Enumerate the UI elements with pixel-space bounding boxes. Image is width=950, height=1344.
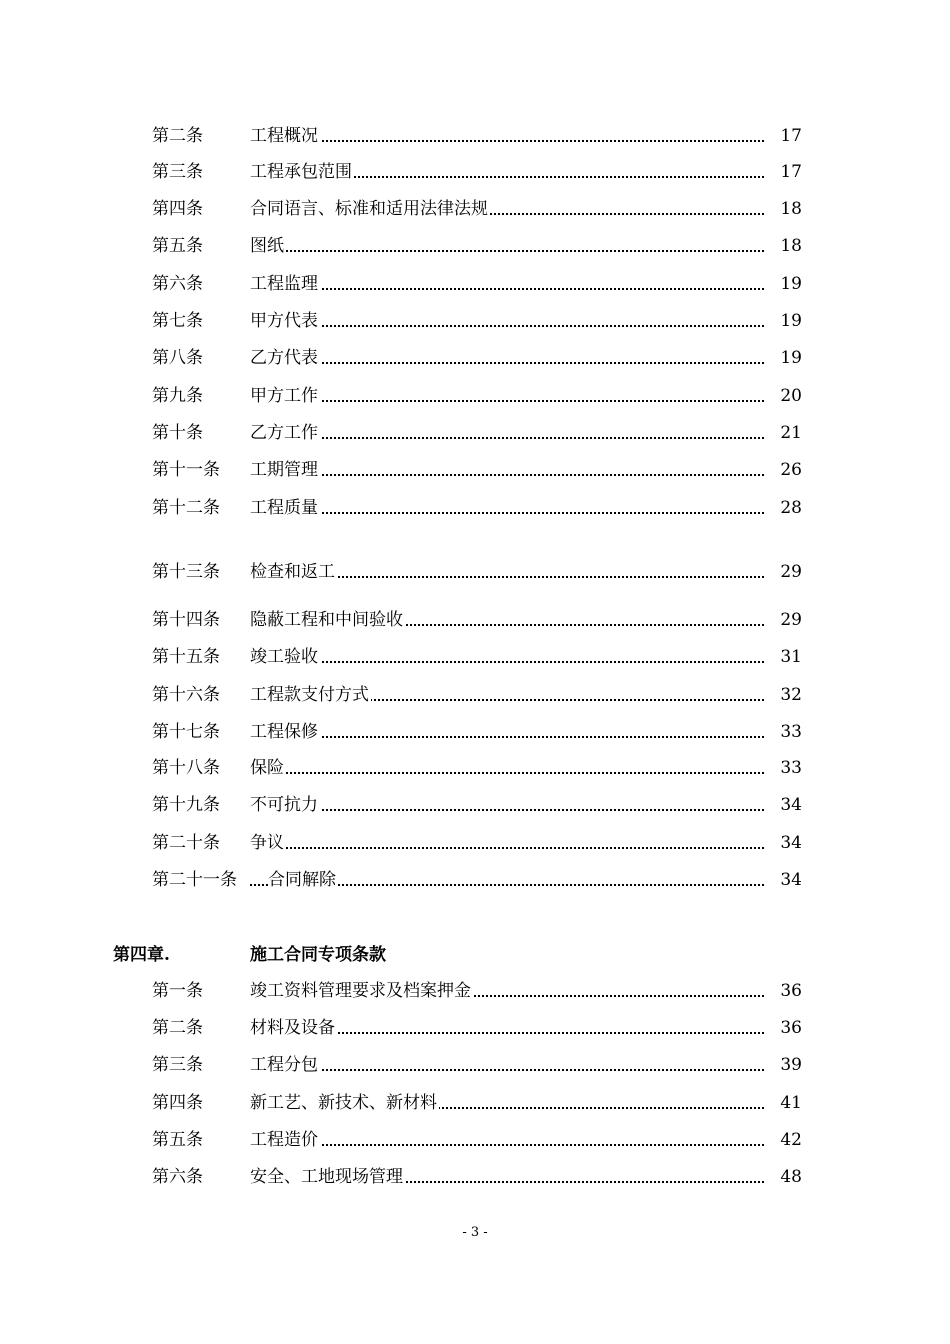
toc-entry [152, 717, 804, 747]
toc-entry-page: 42 [780, 1130, 802, 1150]
toc-entry-number: 第十五条 [152, 647, 220, 667]
toc-dot-leader [250, 325, 764, 327]
toc-dot-leader [250, 736, 764, 738]
toc-entry-number: 第二十一条 [152, 870, 237, 890]
toc-entry-title: 新工艺、新技术、新材料 [250, 1088, 439, 1118]
chapter-title: 施工合同专项条款 [250, 945, 386, 965]
toc-entry-title: 工程监理 [250, 269, 320, 299]
toc-entry-page: 21 [780, 423, 802, 443]
toc-entry-number: 第四条 [152, 199, 203, 219]
toc-entry [152, 1013, 804, 1043]
toc-entry-title: 工程概况 [250, 121, 320, 151]
toc-entry [152, 455, 804, 485]
toc-entry-title: 工期管理 [250, 455, 320, 485]
toc-entry-page: 48 [780, 1167, 802, 1187]
toc-entry-title: 甲方代表 [250, 306, 320, 336]
toc-entry-page: 36 [780, 981, 802, 1001]
toc-entry [152, 1162, 804, 1192]
toc-dot-leader [250, 400, 764, 402]
page-number-footer: - 3 - [462, 1225, 488, 1240]
toc-entry-page: 28 [780, 498, 802, 518]
toc-entry-page: 29 [780, 562, 802, 582]
toc-entry-page: 33 [780, 758, 802, 778]
toc-entry-number: 第六条 [152, 1167, 203, 1187]
toc-entry [152, 865, 804, 895]
toc-dot-leader [250, 1144, 764, 1146]
toc-entry-page: 19 [780, 274, 802, 294]
toc-entry-page: 31 [780, 647, 802, 667]
toc-entry-page: 26 [780, 460, 802, 480]
toc-dot-leader [250, 437, 764, 439]
toc-entry-title: 乙方代表 [250, 343, 320, 373]
toc-entry-number: 第二条 [152, 126, 203, 146]
toc-dot-leader [250, 250, 764, 252]
toc-dot-leader [250, 661, 764, 663]
toc-entry-title: 乙方工作 [250, 418, 320, 448]
toc-dot-leader [250, 512, 764, 514]
toc-entry-title: 图纸 [250, 231, 286, 261]
toc-entry-number: 第二十条 [152, 833, 220, 853]
toc-entry [152, 642, 804, 672]
toc-entry-title: 工程保修 [250, 717, 320, 747]
toc-entry-number: 第十条 [152, 423, 203, 443]
toc-dot-leader [250, 140, 764, 142]
toc-entry-page: 34 [780, 795, 802, 815]
toc-entry-page: 41 [780, 1093, 802, 1113]
toc-entry-page: 33 [780, 722, 802, 742]
toc-entry [152, 828, 804, 858]
toc-entry-title: 安全、工地现场管理 [250, 1162, 405, 1192]
toc-entry [152, 269, 804, 299]
toc-entry-page: 34 [780, 870, 802, 890]
toc-entry-page: 17 [780, 162, 802, 182]
toc-entry-number: 第十二条 [152, 498, 220, 518]
toc-entry-title: 材料及设备 [250, 1013, 337, 1043]
toc-entry-title: 合同语言、标准和适用法律法规 [250, 194, 490, 224]
toc-entry-number: 第十一条 [152, 460, 220, 480]
toc-entry-page: 29 [780, 610, 802, 630]
toc-entry-page: 39 [780, 1055, 802, 1075]
toc-entry-number: 第七条 [152, 311, 203, 331]
toc-entry [152, 194, 804, 224]
chapter-number: 第四章. [113, 945, 170, 965]
toc-entry-title: 甲方工作 [250, 381, 320, 411]
toc-entry-page: 18 [780, 199, 802, 219]
toc-entry-title: 工程造价 [250, 1125, 320, 1155]
toc-dot-leader [250, 772, 764, 774]
toc-entry [152, 1050, 804, 1080]
toc-entry-number: 第一条 [152, 981, 203, 1001]
toc-dot-leader [250, 288, 764, 290]
toc-entry-number: 第十七条 [152, 722, 220, 742]
toc-entry-page: 36 [780, 1018, 802, 1038]
toc-entry-number: 第十八条 [152, 758, 220, 778]
toc-entry-page: 19 [780, 311, 802, 331]
toc-dot-leader [250, 847, 764, 849]
toc-entry-page: 20 [780, 386, 802, 406]
toc-entry-number: 第四条 [152, 1093, 203, 1113]
toc-entry-title: 工程承包范围 [250, 157, 354, 187]
toc-entry-page: 32 [780, 685, 802, 705]
toc-entry [152, 976, 804, 1006]
toc-entry-number: 第二条 [152, 1018, 203, 1038]
toc-entry-title: 工程分包 [250, 1050, 320, 1080]
toc-entry [152, 121, 804, 151]
toc-entry [152, 381, 804, 411]
toc-entry-page: 17 [780, 126, 802, 146]
toc-entry-number: 第五条 [152, 1130, 203, 1150]
toc-dot-leader [250, 1069, 764, 1071]
toc-entry-title: 争议 [250, 828, 286, 858]
toc-entry-number: 第九条 [152, 386, 203, 406]
toc-entry-number: 第十四条 [152, 610, 220, 630]
toc-entry-number: 第三条 [152, 162, 203, 182]
toc-entry-title: 工程款支付方式 [250, 680, 371, 710]
toc-entry-title: 不可抗力 [250, 790, 320, 820]
toc-entry-title: 保险 [250, 753, 286, 783]
toc-entry-title: 竣工验收 [250, 642, 320, 672]
toc-entry [152, 231, 804, 261]
toc-entry [152, 1125, 804, 1155]
toc-entry [152, 753, 804, 783]
toc-entry [152, 790, 804, 820]
toc-entry [152, 343, 804, 373]
toc-entry-number: 第六条 [152, 274, 203, 294]
toc-entry-number: 第五条 [152, 236, 203, 256]
toc-entry [152, 157, 804, 187]
toc-entry-title: 合同解除 [268, 865, 338, 895]
toc-entry-number: 第十三条 [152, 562, 220, 582]
toc-entry-page: 34 [780, 833, 802, 853]
toc-entry [152, 493, 804, 523]
toc-entry [152, 306, 804, 336]
toc-dot-leader [250, 474, 764, 476]
toc-entry-page: 19 [780, 348, 802, 368]
toc-dot-leader [250, 362, 764, 364]
toc-entry [152, 680, 804, 710]
toc-entry-number: 第八条 [152, 348, 203, 368]
toc-entry-number: 第三条 [152, 1055, 203, 1075]
toc-entry-number: 第十六条 [152, 685, 220, 705]
toc-entry [152, 557, 804, 587]
toc-entry-title: 隐蔽工程和中间验收 [250, 605, 405, 635]
toc-entry-title: 竣工资料管理要求及档案押金 [250, 976, 473, 1006]
toc-entry [152, 418, 804, 448]
toc-dot-leader [250, 809, 764, 811]
toc-entry-title: 检查和返工 [250, 557, 337, 587]
toc-entry-title: 工程质量 [250, 493, 320, 523]
toc-entry-number: 第十九条 [152, 795, 220, 815]
toc-entry-page: 18 [780, 236, 802, 256]
toc-entry [152, 605, 804, 635]
toc-entry [152, 1088, 804, 1118]
